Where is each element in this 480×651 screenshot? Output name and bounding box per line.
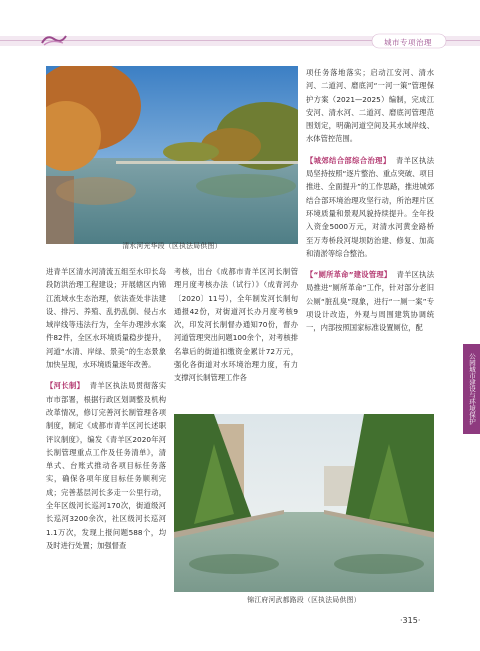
heading-river-chief: 【河长制】	[46, 381, 85, 391]
left-paragraph-1: 进青羊区清水河清流五组至水印长岛段防洪治理工程建设；开展辖区内锦江流域水生态治理，依法查处非法建设、排污、养殖、乱扔乱倒、侵占水域岸线等违法行为，全年办理涉水案件82件，全区水环境质量稳步提升，河道“水清、岸绿、景美”的生态景象加快呈现，水环境质量逐年改善。	[46, 267, 166, 370]
heading-urban-rural-fringe: 【城郊结合部综合治理】	[306, 155, 391, 165]
middle-column	[174, 265, 298, 385]
side-section-tab: 公园城市建设与环境保护	[463, 344, 480, 434]
right-paragraph-3	[306, 268, 434, 334]
photo-caption-wudu-road: 锦江府河武都路段（区执法局供图）	[247, 596, 361, 604]
right-column	[306, 66, 434, 335]
page-number: ·315·	[400, 616, 421, 625]
left-column	[46, 265, 166, 552]
middle-paragraph-1: 考核，出台《成都市青羊区河长制管理月度考核办法（试行）》（成青河办〔2020〕11号），全年制发河长制旬通报42份，对街道河长办月度考核9次，印发河长制督办通知70份，督办河道管理突出问题100余个，对考核排名靠后的街道扣缴资金累计72万元，强化各街道对水环境治理力度，有力支撑河长制管理工作各	[174, 267, 298, 383]
right-paragraph-2	[306, 154, 434, 260]
toilet-revolution-text: 青羊区执法局推进“厕所革命”工作，针对部分老旧公厕“脏乱臭”现象，进行“一厕一案”专项设计改造，外观与周围建筑协调统一，内部按照国家标准设置厕位，配	[306, 270, 435, 333]
river-photo-wudu-road	[174, 414, 434, 592]
left-paragraph-2	[46, 379, 166, 552]
river-photo-guanghua	[46, 66, 298, 244]
urban-rural-fringe-text: 青羊区执法局坚持按照“逐片整治、重点突破、项目推进、全面提升”的工作思路，推进城郊结合部环境治理攻坚行动，所治理片区环境质量和景观风貌持续提升。全年投入资金5000万元，对清水河黄金路桥至万寿桥段河堤坝防治建、修复、加高和清淤等综合整治。	[306, 155, 435, 258]
river-chief-text: 青羊区执法局贯彻落实市市部署，根据行政区划调整及机构改革情况，修订完善河长制管理各项制度，制定《成都市青羊区河长述职评议制度》，编发《青羊区2020年河长制管理重点工作及任务清单》，清单式、台账式推动各项目标任务落实，确保各项年度目标任务顺利完成；完善基层河长多走一公里行动，全年区级河长巡河170次，街道级河长巡河3200余次，社区级河长巡河1.1万次，发现上报问题588个，均及时进行处置；加强督查	[46, 381, 167, 550]
photo-caption-guanghua: 清水河光华段（区执法局供图）	[122, 242, 222, 250]
heading-toilet-revolution: 【“厕所革命”建设管理】	[306, 270, 392, 280]
section-title: 城市专项治理	[384, 38, 432, 47]
right-paragraph-1: 项任务落地落实；启动江安河、清水河、二道河、磨底河“一河一策”管理保护方案（2021—2025）编制，完成江安河、清水河、二道河、磨底河管理范围划定，明确河道空间及其水域岸线、水体管控范围。	[306, 68, 434, 144]
header-logo-icon	[41, 33, 67, 47]
